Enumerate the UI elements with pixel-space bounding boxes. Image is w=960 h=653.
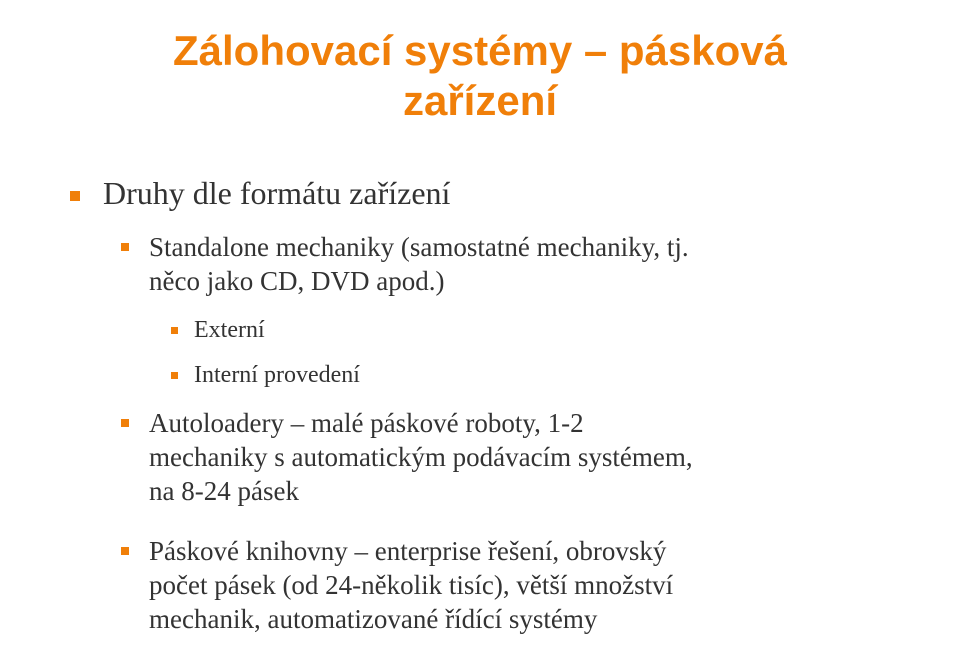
bullet-text: Interní provedení (194, 362, 360, 388)
bullet-text-line-3: na 8-24 pásek (149, 476, 299, 506)
bullet-druhy (103, 174, 450, 212)
square-bullet-icon (121, 419, 129, 427)
bullet-standalone (149, 230, 939, 298)
square-bullet-icon (121, 547, 129, 555)
bullet-text-line-2: něco jako CD, DVD apod.) (149, 266, 445, 296)
square-bullet-icon (121, 243, 129, 251)
bullet-autoloadery (149, 406, 939, 508)
slide-title-line-1: Zálohovací systémy – pásková (173, 27, 787, 74)
bullet-text-line-1: Páskové knihovny – enterprise řešení, obrovský (149, 536, 667, 566)
bullet-text-line-2: počet pásek (od 24-několik tisíc), větší množství (149, 570, 674, 600)
bullet-text: Externí (194, 317, 265, 343)
bullet-knihovny (149, 534, 939, 636)
bullet-text-line-1: Standalone mechaniky (samostatné mechaniky, tj. (149, 232, 689, 262)
bullet-text-line-2: mechaniky s automatickým podávacím systémem, (149, 442, 693, 472)
square-bullet-icon (171, 327, 178, 334)
bullet-interni (194, 360, 360, 390)
bullet-text-line-1: Autoloadery – malé páskové roboty, 1-2 (149, 408, 584, 438)
bullet-text-line-3: mechanik, automatizované řídící systémy (149, 604, 598, 634)
bullet-text: Druhy dle formátu zařízení (103, 175, 451, 211)
slide-title-line-2: zařízení (402, 77, 558, 124)
square-bullet-icon (171, 372, 178, 379)
square-bullet-icon (70, 191, 80, 201)
bullet-externi (194, 315, 265, 345)
